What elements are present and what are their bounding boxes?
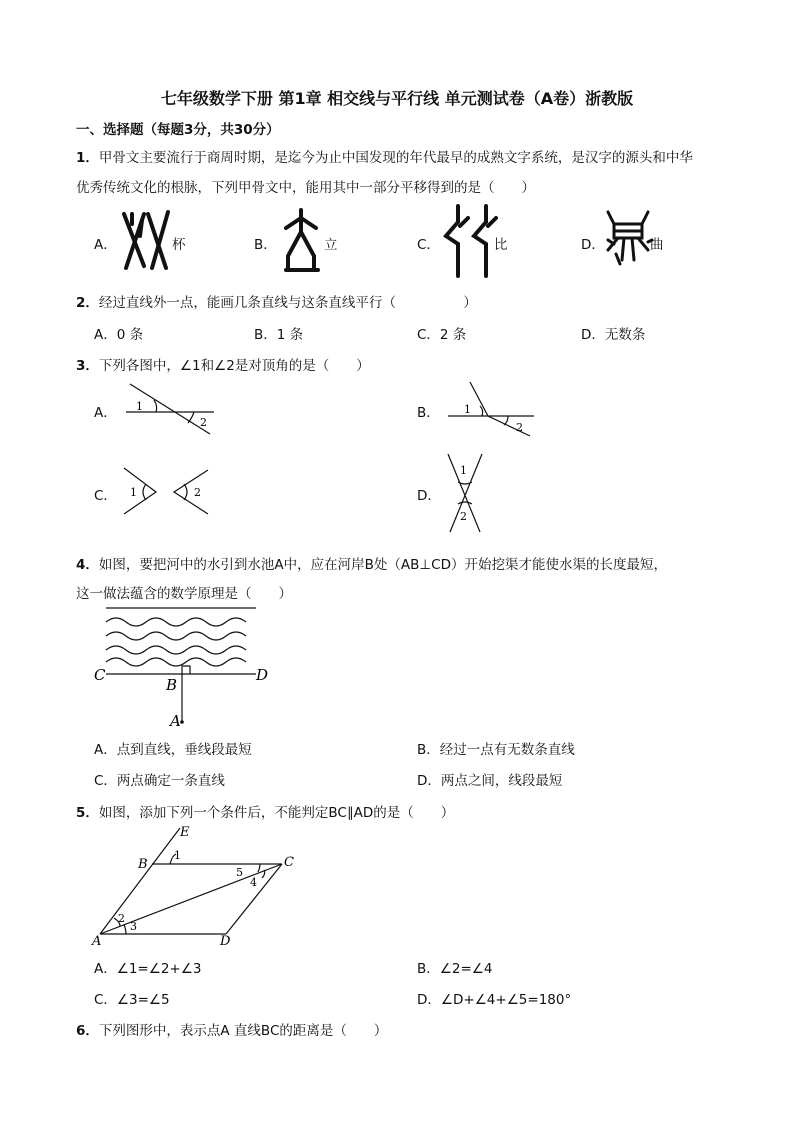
question-2	[76, 291, 477, 311]
question-text: 如图，添加下列一个条件后，不能判定BC∥AD的是（ ）	[98, 805, 455, 821]
q1-option-a-char: 杯	[172, 237, 186, 253]
q5-option-b: B．∠2=∠4	[417, 961, 493, 977]
point-b-label: B	[166, 676, 178, 694]
question-text: 下列各图中，∠1和∠2是对顶角的是（ ）	[98, 358, 370, 374]
q1-option-a-label: A．	[94, 237, 117, 253]
angle-1-label: 1	[136, 400, 143, 413]
angle-3-label: 3	[130, 920, 137, 933]
question-text: 甲骨文主要流行于商周时期，是迄今为止中国发现的年代最早的成熟文字系统，是汉字的源头和中华	[98, 150, 693, 166]
q3-figure-d	[446, 452, 486, 534]
q3-option-d-label: D．	[417, 488, 441, 504]
q5-option-a: A．∠1=∠2+∠3	[94, 961, 202, 977]
question-6	[76, 1019, 387, 1039]
point-a-label: A	[170, 712, 181, 730]
angle-1-label: 1	[464, 403, 471, 416]
question-4-line2: 这一做法蕴含的数学原理是（ ）	[76, 586, 292, 602]
point-d-label: D	[256, 666, 269, 684]
question-number: 6．	[76, 1023, 99, 1039]
oracle-bi-glyph-icon	[440, 204, 500, 278]
q3-figure-c	[120, 466, 216, 518]
point-c-label: C	[94, 666, 106, 684]
q3-option-a-label: A．	[94, 405, 117, 421]
point-c-label: C	[284, 855, 294, 870]
question-1-line1	[76, 146, 693, 166]
angle-2-label: 2	[460, 510, 467, 523]
q4-river-figure	[90, 604, 280, 734]
question-number: 1．	[76, 150, 99, 166]
angle-5-label: 5	[236, 866, 243, 879]
question-number: 2．	[76, 295, 99, 311]
q3-option-c-label: C．	[94, 488, 117, 504]
question-1-line2: 优秀传统文化的根脉，下列甲骨文中，能用其中一部分平移得到的是（ ）	[76, 180, 535, 196]
q4-option-d: D．两点之间，线段最短	[417, 773, 563, 789]
angle-4-label: 4	[250, 876, 257, 889]
question-text: 下列图形中，表示点A 直线BC的距离是（ ）	[98, 1023, 388, 1039]
angle-1-label: 1	[174, 849, 181, 862]
q1-option-c-label: C．	[417, 237, 440, 253]
q2-option-d: D．无数条	[581, 327, 646, 343]
section-heading: 一、选择题（每题3分，共30分）	[76, 122, 280, 138]
question-3	[76, 354, 370, 374]
q1-option-b-label: B．	[254, 237, 277, 253]
point-a-label: A	[92, 934, 102, 949]
question-text: 如图，要把河中的水引到水池A中，应在河岸B处（AB⊥CD）开始挖渠才能使水渠的长度最短，	[98, 557, 667, 573]
angle-1-label: 1	[460, 464, 467, 477]
oracle-qu-glyph-icon	[604, 210, 654, 274]
question-number: 4．	[76, 557, 99, 573]
question-4-line1	[76, 553, 667, 573]
q5-option-d: D．∠D+∠4+∠5=180°	[417, 992, 572, 1008]
q3-option-b-label: B．	[417, 405, 440, 421]
angle-2-label: 2	[200, 416, 207, 429]
q3-figure-b	[446, 378, 546, 440]
q5-parallelogram-figure	[90, 826, 310, 950]
angle-2-label: 2	[516, 421, 523, 434]
question-text: 经过直线外一点，能画几条直线与这条直线平行（ ）	[98, 295, 477, 311]
oracle-li-glyph-icon	[278, 206, 328, 276]
q4-option-c: C．两点确定一条直线	[94, 773, 225, 789]
question-number: 5．	[76, 805, 99, 821]
point-e-label: E	[180, 825, 190, 840]
point-d-label: D	[220, 934, 231, 949]
q2-option-c: C．2 条	[417, 327, 467, 343]
q1-option-d-label: D．	[581, 237, 605, 253]
angle-2-label: 2	[194, 486, 201, 499]
q2-option-a: A．0 条	[94, 327, 144, 343]
q1-option-d-char: 曲	[650, 237, 664, 253]
q5-option-c: C．∠3=∠5	[94, 992, 170, 1008]
question-5	[76, 801, 454, 821]
question-number: 3．	[76, 358, 99, 374]
q1-option-c-char: 比	[494, 237, 508, 253]
q2-option-b: B．1 条	[254, 327, 304, 343]
point-b-label: B	[138, 857, 148, 872]
angle-1-label: 1	[130, 486, 137, 499]
q3-figure-a	[120, 380, 220, 440]
q4-option-a: A．点到直线，垂线段最短	[94, 742, 252, 758]
q1-option-b-char: 立	[324, 237, 338, 253]
angle-2-label: 2	[118, 912, 125, 925]
q4-option-b: B．经过一点有无数条直线	[417, 742, 575, 758]
page-title: 七年级数学下册 第1章 相交线与平行线 单元测试卷（A卷）浙教版	[160, 89, 634, 108]
